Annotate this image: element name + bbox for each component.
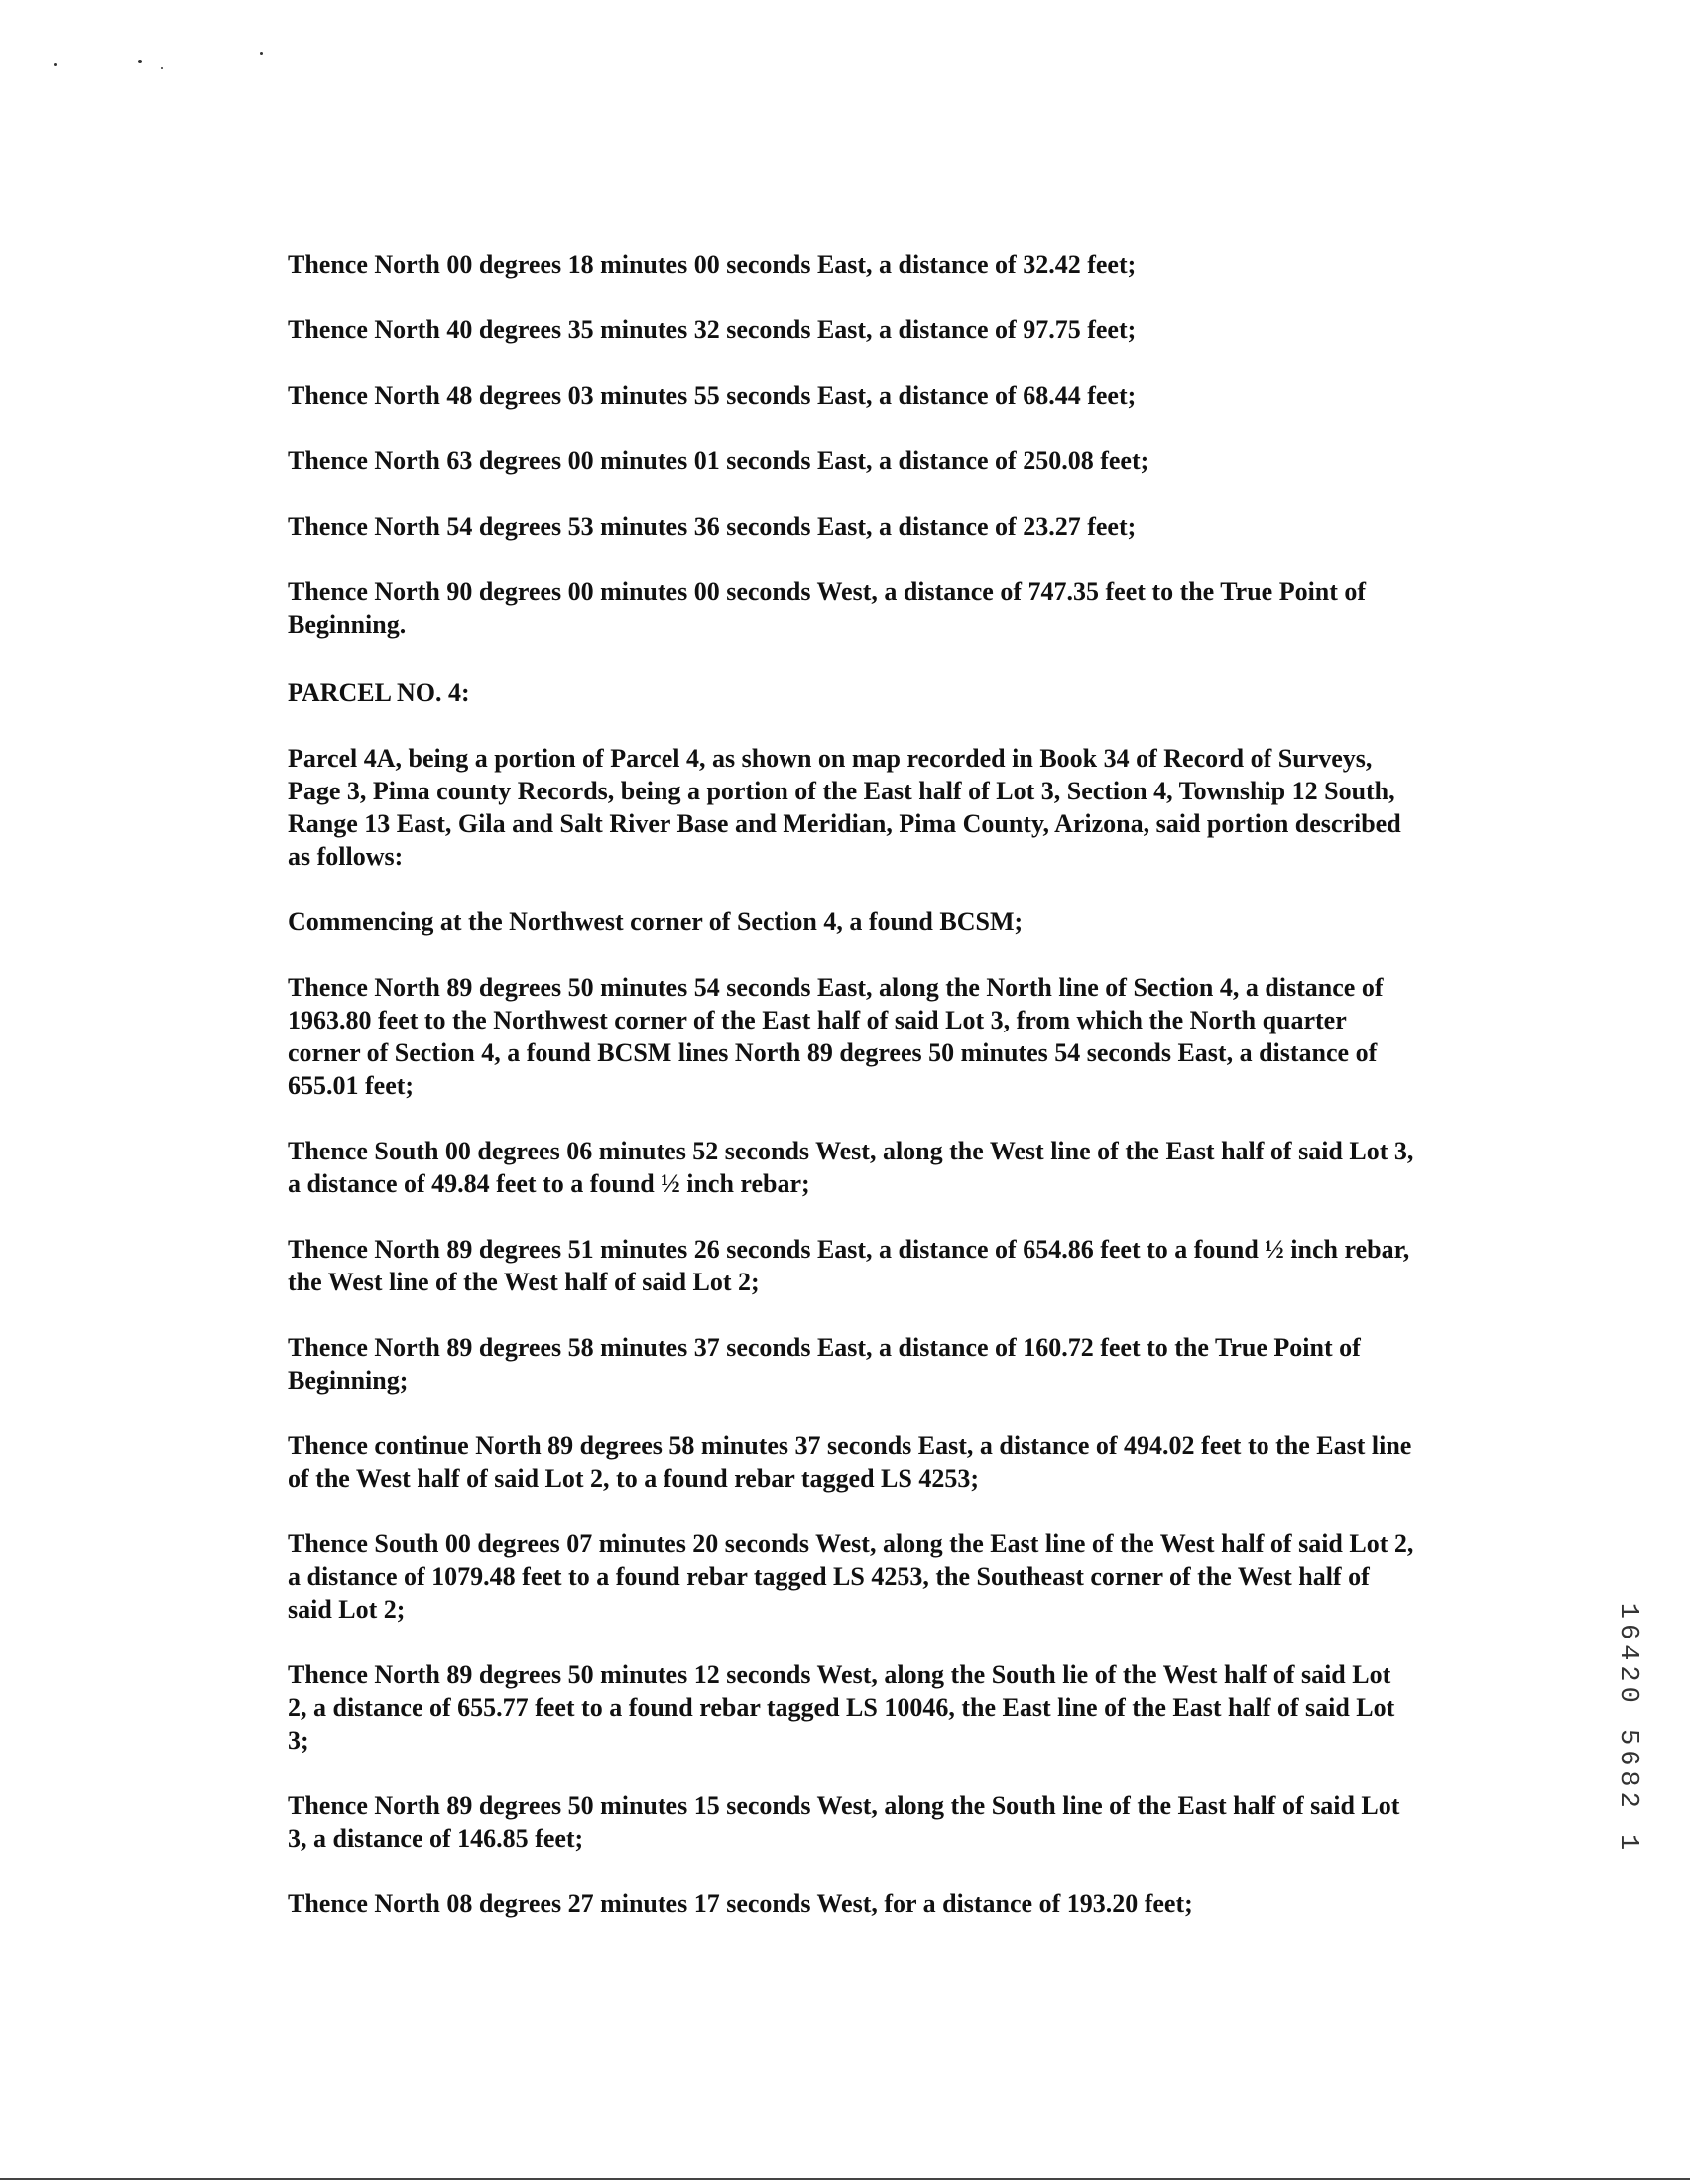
scan-edge-line	[0, 2178, 1690, 2180]
course-paragraph: Thence North 89 degrees 58 minutes 37 seconds East, a distance of 160.72 feet to the True Point of Beginning;	[288, 1333, 1361, 1395]
course-paragraph: Thence North 89 degrees 50 minutes 12 seconds West, along the South lie of the West half of said Lot 2, a distance of 655.77 feet to a found rebar tagged LS 10046, the East line of the East half of said Lot 3;	[288, 1660, 1395, 1755]
course-paragraph: Thence North 54 degrees 53 minutes 36 seconds East, a distance of 23.27 feet;	[288, 512, 1137, 541]
course-paragraph: Thence North 48 degrees 03 minutes 55 seconds East, a distance of 68.44 feet;	[288, 381, 1137, 410]
course-paragraph: Thence South 00 degrees 07 minutes 20 seconds West, along the East line of the West half of said Lot 2, a distance of 1079.48 feet to a found rebar tagged LS 4253, the Southeast corner of the West half of said Lot 2;	[288, 1529, 1414, 1624]
course-paragraph: Thence North 89 degrees 50 minutes 15 seconds West, along the South line of the East half of said Lot 3, a distance of 146.85 feet;	[288, 1791, 1400, 1853]
document-body	[288, 248, 1416, 1953]
course-paragraph: Thence North 89 degrees 50 minutes 54 seconds East, along the North line of Section 4, a distance of 1963.80 feet to the Northwest corner of the East half of said Lot 3, from which the North quarter corner of Section 4, a found BCSM lines North 89 degrees 50 minutes 54 seconds East, a distance of 655.01 feet;	[288, 973, 1384, 1100]
course-paragraph: Thence North 63 degrees 00 minutes 01 seconds East, a distance of 250.08 feet;	[288, 446, 1149, 475]
course-paragraph: Thence North 90 degrees 00 minutes 00 seconds West, a distance of 747.35 feet to the True Point of Beginning.	[288, 577, 1367, 639]
course-paragraph: Thence continue North 89 degrees 58 minutes 37 seconds East, a distance of 494.02 feet to the East line of the West half of said Lot 2, to a found rebar tagged LS 4253;	[288, 1431, 1412, 1493]
course-paragraph: Thence North 00 degrees 18 minutes 00 seconds East, a distance of 32.42 feet;	[288, 250, 1137, 279]
parcel-heading: PARCEL NO. 4:	[288, 678, 470, 707]
course-paragraph: Thence North 89 degrees 51 minutes 26 seconds East, a distance of 654.86 feet to a found ½ inch rebar, the West line of the West half of said Lot 2;	[288, 1235, 1410, 1296]
course-paragraph: Commencing at the Northwest corner of Section 4, a found BCSM;	[288, 908, 1024, 936]
recording-number-text: 16420 5682 1	[1613, 1602, 1642, 1855]
course-paragraph: Thence North 08 degrees 27 minutes 17 seconds West, for a distance of 193.20 feet;	[288, 1889, 1193, 1918]
parcel-description: Parcel 4A, being a portion of Parcel 4, as shown on map recorded in Book 34 of Record of Surveys, Page 3, Pima county Records, being a portion of the East half of Lot 3, Section 4, Township 12 South, Range 13 East, Gila and Salt River Base and Meridian, Pima County, Arizona, said portion described as follows:	[288, 744, 1401, 871]
recording-number-stamp	[1610, 1592, 1645, 1865]
course-paragraph: Thence South 00 degrees 06 minutes 52 seconds West, along the West line of the East half of said Lot 3, a distance of 49.84 feet to a found ½ inch rebar;	[288, 1137, 1414, 1198]
course-paragraph: Thence North 40 degrees 35 minutes 32 seconds East, a distance of 97.75 feet;	[288, 315, 1137, 344]
